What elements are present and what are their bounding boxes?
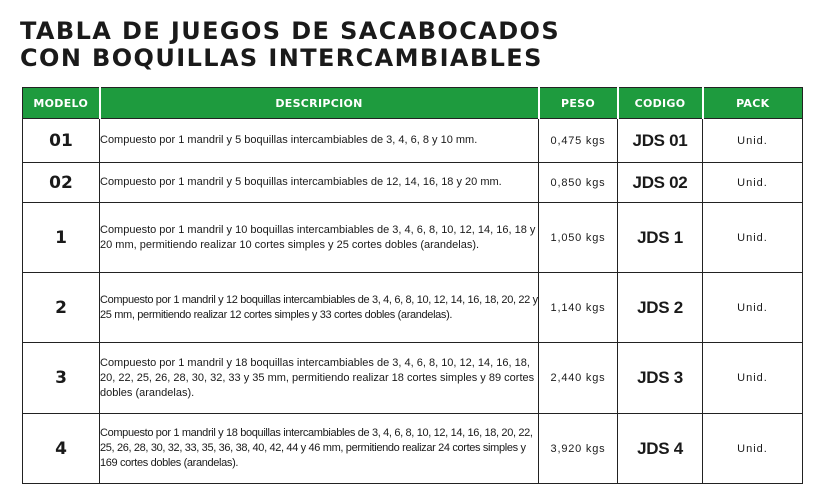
cell-modelo: 02 (23, 163, 100, 203)
cell-codigo: JDS 01 (618, 119, 703, 163)
cell-modelo: 1 (23, 203, 100, 273)
products-table (22, 87, 803, 484)
cell-codigo: JDS 2 (618, 273, 703, 343)
header-peso: PESO (539, 88, 618, 119)
cell-peso: 0,850 kgs (539, 163, 618, 203)
header-codigo: CODIGO (618, 88, 703, 119)
cell-peso: 2,440 kgs (539, 343, 618, 414)
page-title-line-2: CON BOQUILLAS INTERCAMBIABLES (20, 44, 543, 72)
cell-peso: 0,475 kgs (539, 119, 618, 163)
page-title-line-1: TABLA DE JUEGOS DE SACABOCADOS (20, 17, 561, 45)
cell-pack: Unid. (703, 273, 803, 343)
cell-pack: Unid. (703, 203, 803, 273)
cell-descripcion: Compuesto por 1 mandril y 12 boquillas intercambiables de 3, 4, 6, 8, 10, 12, 14, 16, 18, 20, 22 y 25 mm, permitiendo realizar 12 cortes simples y 33 cortes dobles (arandelas). (100, 273, 539, 343)
cell-codigo: JDS 1 (618, 203, 703, 273)
cell-modelo: 3 (23, 343, 100, 414)
cell-modelo: 2 (23, 273, 100, 343)
cell-pack: Unid. (703, 163, 803, 203)
cell-descripcion: Compuesto por 1 mandril y 10 boquillas intercambiables de 3, 4, 6, 8, 10, 12, 14, 16, 18 y 20 mm, permitiendo realizar 10 cortes simples y 25 cortes dobles (arandelas). (100, 203, 539, 273)
header-modelo: MODELO (23, 88, 100, 119)
page-title (20, 18, 560, 72)
cell-descripcion: Compuesto por 1 mandril y 18 boquillas intercambiables de 3, 4, 6, 8, 10, 12, 14, 16, 18, 20, 22, 25, 26, 28, 30, 32, 33 y 35 mm, permitiendo realizar 18 cortes simples y 89 cortes dobles (arandelas). (100, 343, 539, 414)
table-row (23, 163, 803, 203)
cell-peso: 1,050 kgs (539, 203, 618, 273)
table-row (23, 414, 803, 484)
cell-modelo: 4 (23, 414, 100, 484)
cell-peso: 1,140 kgs (539, 273, 618, 343)
table-row (23, 119, 803, 163)
cell-descripcion: Compuesto por 1 mandril y 18 boquillas intercambiables de 3, 4, 6, 8, 10, 12, 14, 16, 18, 20, 22, 25, 26, 28, 30, 32, 33, 35, 36, 38, 40, 42, 44 y 46 mm, permitiendo realizar 24 cortes simples y 169 cortes dobles (arandelas). (100, 414, 539, 484)
header-descripcion: DESCRIPCION (100, 88, 539, 119)
table-row (23, 273, 803, 343)
cell-pack: Unid. (703, 414, 803, 484)
table-row (23, 203, 803, 273)
cell-codigo: JDS 02 (618, 163, 703, 203)
header-pack: PACK (703, 88, 803, 119)
cell-codigo: JDS 3 (618, 343, 703, 414)
table-header-row (23, 88, 803, 119)
table-row (23, 343, 803, 414)
cell-pack: Unid. (703, 119, 803, 163)
cell-descripcion: Compuesto por 1 mandril y 5 boquillas intercambiables de 3, 4, 6, 8 y 10 mm. (100, 119, 539, 163)
cell-modelo: 01 (23, 119, 100, 163)
cell-pack: Unid. (703, 343, 803, 414)
cell-peso: 3,920 kgs (539, 414, 618, 484)
cell-descripcion: Compuesto por 1 mandril y 5 boquillas intercambiables de 12, 14, 16, 18 y 20 mm. (100, 163, 539, 203)
cell-codigo: JDS 4 (618, 414, 703, 484)
